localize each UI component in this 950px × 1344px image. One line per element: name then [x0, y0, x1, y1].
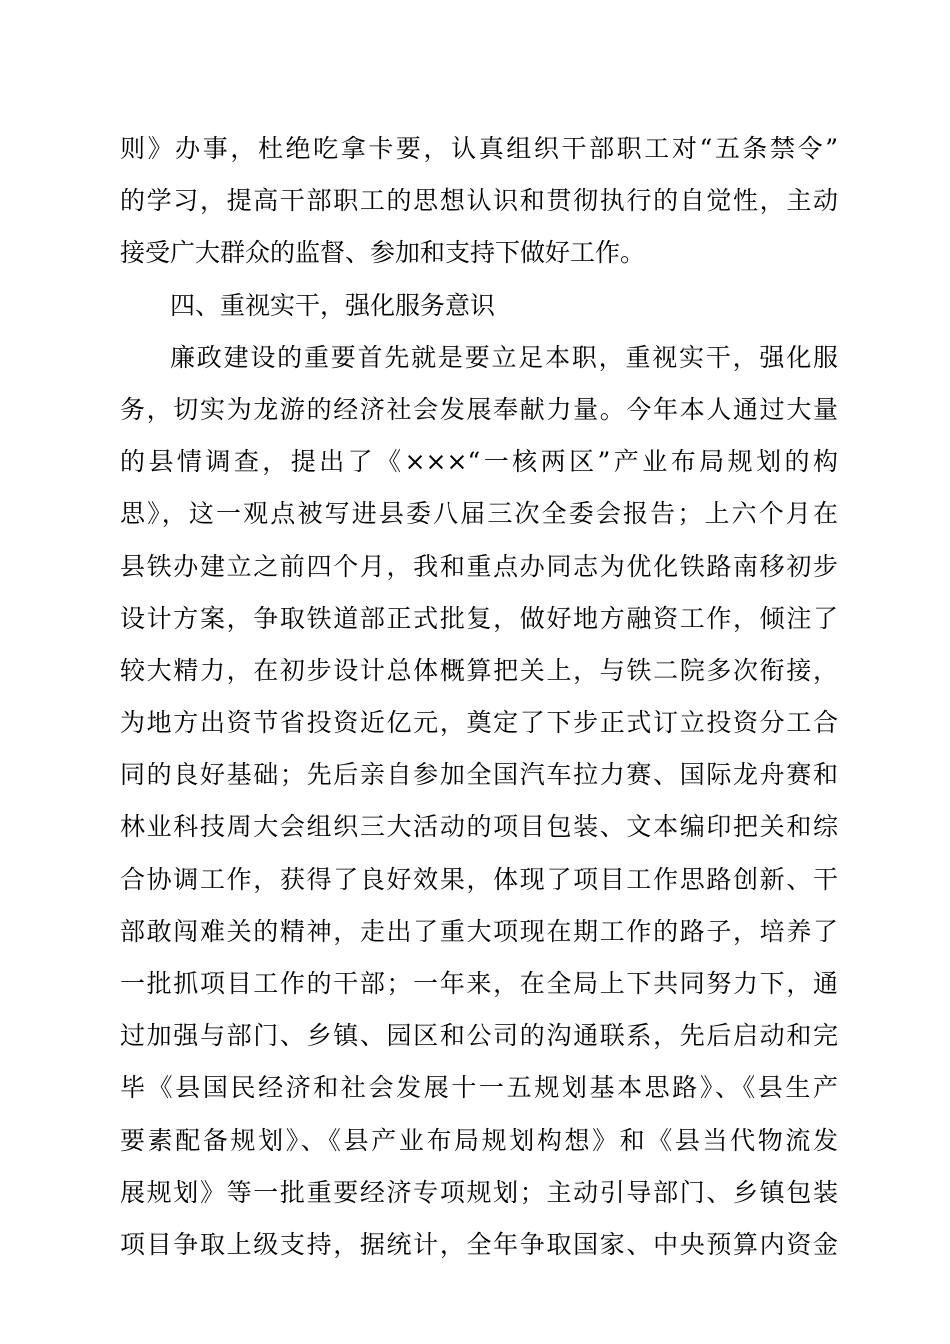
text-line: 过加强与部门、乡镇、园区和公司的沟通联系，先后启动和完 [120, 1021, 838, 1051]
text-line: 廉政建设的重要首先就是要立足本职，重视实干，强化服 [170, 342, 838, 372]
text-line: 县铁办建立之前四个月，我和重点办同志为优化铁路南移初步 [120, 551, 838, 581]
text-line: 设计方案，争取铁道部正式批复，做好地方融资工作，倾注了 [120, 603, 838, 633]
section-heading: 四、重视实干，强化服务意识 [170, 290, 496, 320]
text-line: 为地方出资节省投资近亿元，奠定了下步正式订立投资分工合 [120, 708, 838, 738]
text-line: 接受广大群众的监督、参加和支持下做好工作。 [120, 238, 646, 268]
text-line: 的县情调查，提出了《×××“一核两区”产业布局规划的构 [120, 447, 838, 477]
text-line: 合协调工作，获得了良好效果，体现了项目工作思路创新、干 [120, 864, 838, 894]
text-line: 较大精力，在初步设计总体概算把关上，与铁二院多次衔接， [120, 655, 838, 685]
text-line: 展规划》等一批重要经济专项规划；主动引导部门、乡镇包装 [120, 1177, 838, 1207]
text-line: 的学习，提高干部职工的思想认识和贯彻执行的自觉性，主动 [120, 186, 838, 216]
text-line: 毕《县国民经济和社会发展十一五规划基本思路》、《县生产 [120, 1073, 838, 1103]
text-line: 务，切实为龙游的经济社会发展奉献力量。今年本人通过大量 [120, 394, 838, 424]
text-line: 一批抓项目工作的干部；一年来，在全局上下共同努力下，通 [120, 969, 838, 998]
text-line: 部敢闯难关的精神，走出了重大项现在期工作的路子，培养了 [120, 916, 838, 946]
body-text [120, 123, 838, 1271]
text-line: 要素配备规划》、《县产业布局规划构想》和《县当代物流发 [120, 1125, 838, 1155]
text-line: 项目争取上级支持，据统计，全年争取国家、中央预算内资金 [120, 1229, 838, 1259]
text-line: 同的良好基础；先后亲自参加全国汽车拉力赛、国际龙舟赛和 [120, 760, 838, 790]
text-line: 则》办事，杜绝吃拿卡要，认真组织干部职工对“五条禁令” [120, 134, 838, 163]
text-line: 林业科技周大会组织三大活动的项目包装、文本编印把关和综 [120, 812, 838, 842]
text-line: 思》，这一观点被写进县委八届三次全委会报告；上六个月在 [120, 499, 838, 529]
